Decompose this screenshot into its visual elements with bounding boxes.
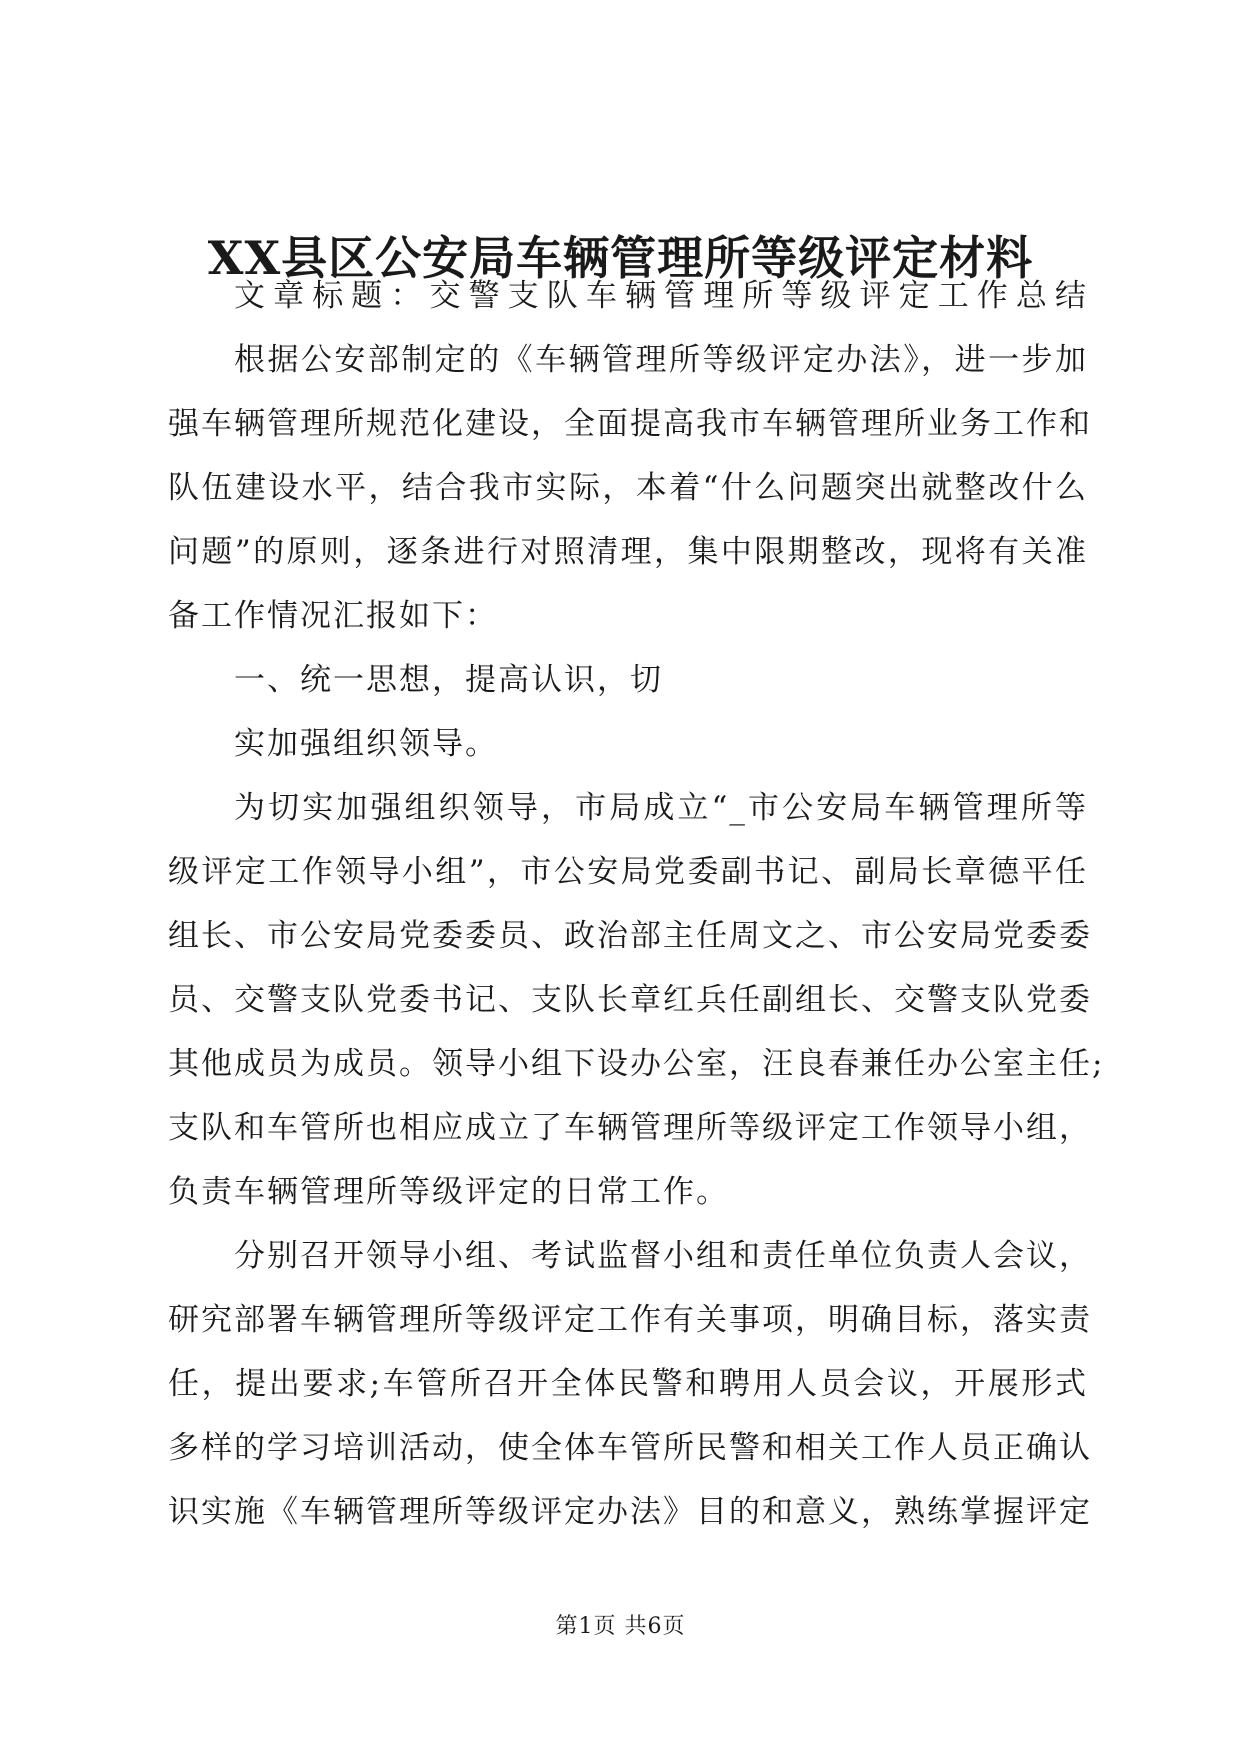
document-title: XX县区公安局车辆管理所等级评定材料 (207, 231, 1034, 285)
paragraph-line: 备工作情况汇报如下： (168, 598, 498, 634)
paragraph-line: 其他成员为成员。领导小组下设办公室，汪良春兼任办公室主任; (168, 1046, 1105, 1082)
article-subtitle-line: 文章标题：交警支队车辆管理所等级评定工作总结 (234, 278, 1088, 314)
paragraph-line: 问题”的原则，逐条进行对照清理，集中限期整改，现将有关准 (168, 534, 1088, 570)
paragraph-line: 根据公安部制定的《车辆管理所等级评定办法》，进一步加 (234, 342, 1088, 378)
document-body (168, 264, 1105, 1544)
paragraph-line: 研究部署车辆管理所等级评定工作有关事项，明确目标，落实责 (168, 1302, 1092, 1338)
paragraph-line: 为切实加强组织领导，市局成立“_市公安局车辆管理所等 (234, 790, 1088, 826)
paragraph-line: 多样的学习培训活动，使全体车管所民警和相关工作人员正确认 (168, 1430, 1092, 1466)
paragraph-line: 支队和车管所也相应成立了车辆管理所等级评定工作领导小组， (168, 1110, 1092, 1146)
paragraph-line: 负责车辆管理所等级评定的日常工作。 (168, 1174, 729, 1210)
paragraph-line: 强车辆管理所规范化建设，全面提高我市车辆管理所业务工作和 (168, 406, 1092, 442)
section-heading-line: 实加强组织领导。 (234, 726, 498, 762)
paragraph-line: 识实施《车辆管理所等级评定办法》目的和意义，熟练掌握评定 (168, 1494, 1092, 1530)
paragraph-line: 员、交警支队党委书记、支队长章红兵任副组长、交警支队党委 (168, 982, 1092, 1018)
paragraph-line: 组长、市公安局党委委员、政治部主任周文之、市公安局党委委 (168, 918, 1092, 954)
paragraph-line: 级评定工作领导小组”，市公安局党委副书记、副局长章德平任 (168, 854, 1088, 890)
page-number-footer: 第1页 共6页 (555, 1614, 686, 1639)
paragraph-line: 队伍建设水平，结合我市实际，本着“什么问题突出就整改什么 (168, 470, 1088, 506)
paragraph-line: 分别召开领导小组、考试监督小组和责任单位负责人会议， (234, 1238, 1092, 1274)
section-heading-line: 一、统一思想，提高认识，切 (234, 662, 663, 698)
paragraph-line: 任，提出要求;车管所召开全体民警和聘用人员会议，开展形式 (168, 1366, 1088, 1402)
